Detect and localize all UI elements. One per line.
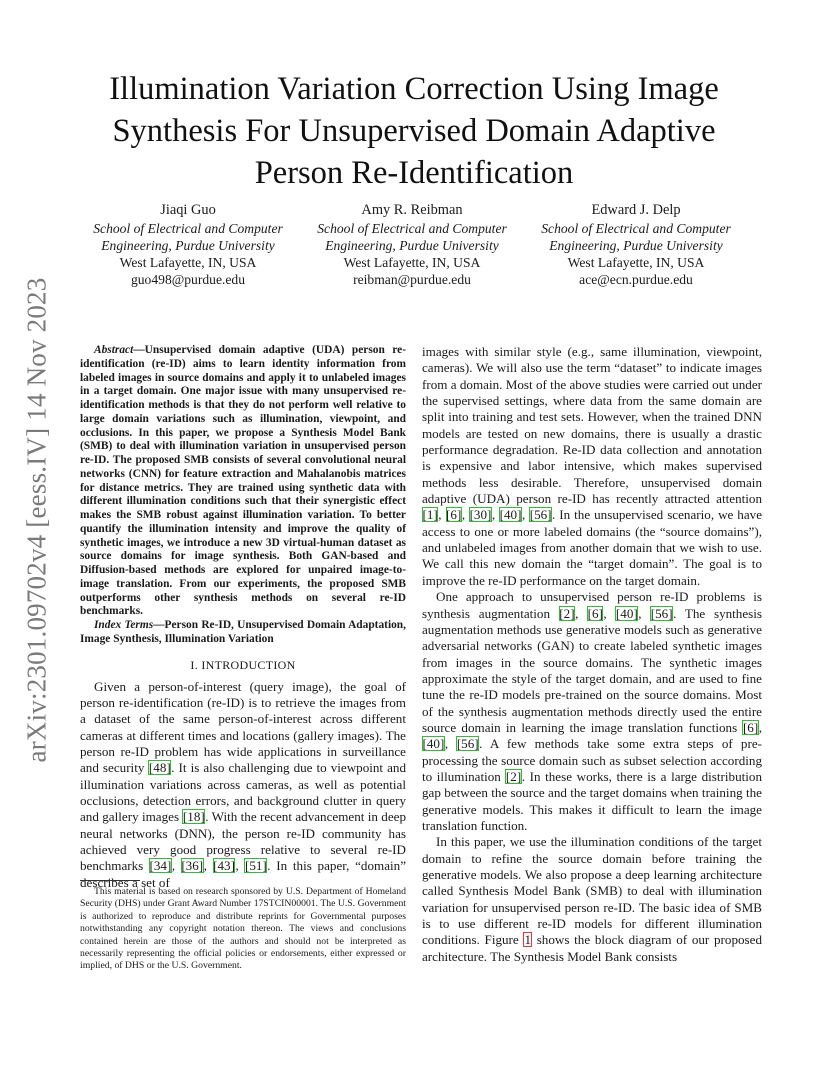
paper-title — [80, 68, 748, 194]
abstract-text: —Unsupervised domain adaptive (UDA) person re-identification (re-ID) aims to learn identity information from labeled images in source domains and apply it to unlabeled images in a target domain. One major issue with many unsupervised re-identification methods is that they do not perform well relative to large domain variations such as illumination, viewpoint, and occlusions. In this paper, we propose a Synthesis Model Bank (SMB) to deal with illumination variation in unsupervised person re-ID. The proposed SMB consists of several convolutional neural networks (CNN) for feature extraction and Mahalanobis matrices for distance metrics. They are trained using synthetic data with different illumination conditions such that their synergistic effect makes the SMB robust against illumination variation. To better quantify the illumination intensity and improve the quality of synthetic images, we introduce a new 3D virtual-human dataset as source domains for image synthesis. Both GAN-based and Diffusion-based methods are explored for unpaired image-to-image translation. From our experiments, the proposed SMB outperforms other synthesis methods on several re-ID benchmarks. — [80, 344, 406, 618]
author-name: Amy R. Reibman — [361, 202, 463, 218]
section-title-rest: NTRODUCTION — [205, 657, 296, 672]
citation-link[interactable]: [30] — [469, 507, 492, 523]
index-terms-label: Index Terms — [94, 619, 154, 631]
body-text: . In this paper, “domain” describes a set of — [80, 858, 407, 890]
arxiv-stamp — [12, 277, 62, 763]
body-text: . A few methods take some extra steps of pre-processing the source domain such as subset selection according to illumination — [422, 736, 762, 784]
body-text: . In these works, there is a large distribution gap between the source and the target domains when training the generative models. This makes it difficult to learn the image translation function. — [422, 768, 762, 833]
citation-link[interactable]: [2] — [505, 768, 522, 784]
citation-link[interactable]: [1] — [422, 507, 438, 523]
citation-link[interactable]: [34] — [149, 858, 172, 874]
footnote-rule — [80, 880, 140, 881]
body-text: . With the recent advancement in deep neural networks (DNN), the person re-ID community has achieved very good progress relative to several re-ID benchmarks — [80, 809, 407, 874]
section-number: I. — [190, 657, 199, 672]
body-text: In this paper, we use the illumination conditions of the target domain to refine the source domain before training the generative models. We also propose a deep learning architecture called Synthesis Model Bank (SMB) to deal with illumination variation for unsupervised person re-ID. The basic idea of SMB is to use different re-ID models for different illumination conditions. Figure — [422, 834, 762, 948]
author-affiliation: School of Electrical and Computer — [93, 221, 283, 236]
citation-link[interactable]: [48] — [148, 760, 171, 776]
title-line: Synthesis For Unsupervised Domain Adaptive — [112, 113, 716, 149]
author-affiliation: Engineering, Purdue University — [549, 238, 723, 253]
citation-link[interactable]: [40] — [499, 507, 522, 523]
citation-link[interactable]: [18] — [182, 809, 205, 825]
index-terms — [80, 619, 406, 647]
figure-reference-link[interactable]: 1 — [524, 932, 531, 948]
body-paragraph: images with similar style (e.g., same illumination, viewpoint, cameras). We will also use the term “dataset” to indicate images from a domain. Most of the above studies were carried out under the supervised settings, where data from the same domain are split into training and test sets. However, when the trained DNN models are tested on new domains, there is usually a drastic performance degradation. Re-ID data collection and annotation is expensive and labor intensive, which makes supervised methods less desirable. Therefore, unsupervised domain adaptive (UDA) person re-ID has recently attracted attention [1], [6], [30], [40], [56]. In the unsupervised scenario, we have access to one or more labeled domains (the “source domains”), and unlabeled images from another domain that we wish to use. We call this new domain the “target domain”. The goal is to improve the re-ID performance on the target domain. — [422, 344, 763, 588]
author-affiliation: School of Electrical and Computer — [317, 221, 507, 236]
citation-link[interactable]: [2] — [559, 605, 575, 621]
body-text: Given a person-of-interest (query image), the goal of person re-identification (re-ID) is to retrieve the images from a dataset of the same person-of-interest across different cameras at different times and locations (gallery images). The person re-ID problem has wide applications in surveillance and security — [80, 678, 406, 776]
footnote — [80, 886, 406, 973]
author-name: Edward J. Delp — [591, 202, 681, 218]
author-block-reibman — [292, 202, 532, 288]
author-affiliation: Engineering, Purdue University — [325, 238, 499, 253]
title-line: Person Re-Identification — [254, 155, 574, 191]
author-affiliation: Engineering, Purdue University — [101, 238, 275, 253]
citation-link[interactable]: [51] — [244, 858, 267, 874]
author-email[interactable]: ace@ecn.purdue.edu — [579, 272, 693, 287]
title-line: Illumination Variation Correction Using Image — [109, 71, 719, 107]
author-email[interactable]: guo498@purdue.edu — [130, 272, 246, 287]
abstract — [80, 344, 406, 619]
body-text: . In the unsupervised scenario, we have access to one or more labeled domains (the “source domains”), and unlabeled images from another domain that we wish to use. We call this new domain the “target domain”. The goal is to improve the re-ID performance on the target domain. — [422, 507, 763, 588]
intro-paragraph: Given a person-of-interest (query image), the goal of person re-identification (re-ID) is to retrieve the images from a dataset of the same person-of-interest across different cameras at different times and locations (gallery images). The person re-ID problem has wide applications in surveillance and security [48]. It is also challenging due to viewpoint and illumination variations across cameras, as well as potential occlusions, detection errors, and background clutter in query and gallery images [18]. With the recent advancement in deep neural networks (DNN), the person re-ID community has achieved very good progress relative to several re-ID benchmarks [34], [36], [43], [51]. In this paper, “domain” describes a set of — [80, 678, 407, 890]
citation-link[interactable]: [56] — [650, 605, 673, 621]
author-location: West Lafayette, IN, USA — [119, 255, 257, 270]
abstract-label: Abstract — [94, 344, 134, 356]
author-block-guo — [68, 202, 308, 288]
author-location: West Lafayette, IN, USA — [343, 255, 481, 270]
citation-link[interactable]: [6] — [587, 605, 603, 621]
section-initial: I — [201, 657, 206, 672]
index-terms-text: —Person Re-ID, Unsupervised Domain Adaptation, Image Synthesis, Illumination Variation — [80, 619, 406, 645]
body-text: shows the block diagram of our proposed architecture. The Synthesis Model Bank consists — [422, 932, 763, 964]
citation-link[interactable]: [6] — [742, 719, 759, 735]
body-paragraph: One approach to unsupervised person re-ID problems is synthesis augmentation [2], [6], [40], [56]. The synthesis augmentation methods use generative models such as generative adversarial networks (GAN) to create labeled synthetic images from images in the source domains. The synthetic images approximate the style of the target domain, and are used to fine tune the re-ID models pre-trained on the source domains. Most of the synthesis augmentation methods directly used the entire source domain in learning the image translation functions [6], [40], [56]. A few methods take some extra steps of pre-processing the source domain such as subset selection according to illumination [2]. In these works, there is a large distribution gap between the source and the target domains when training the generative models. This makes it difficult to learn the image translation function. — [422, 589, 762, 833]
author-location: West Lafayette, IN, USA — [567, 255, 705, 270]
body-text: . The synthesis augmentation methods use generative models such as generative adversarial networks (GAN) to create labeled synthetic images from images in the source domains. The synthetic images approximate the style of the target domain, and are used to fine tune the re-ID models pre-trained on the source domains. Most of the synthesis augmentation methods directly used the entire source domain in learning the image translation functions — [422, 605, 762, 735]
arxiv-identifier[interactable]: arXiv:2301.09702v4 [eess.IV] 14 Nov 2023 — [21, 277, 52, 763]
citation-link[interactable]: [36] — [181, 858, 204, 874]
footnote-text: This material is based on research sponsored by U.S. Department of Homeland Security (DHS) under Grant Award Number 17STCIN00001. The U.S. Government is authorized to reproduce and distribute reprints for Governmental purposes notwithstanding any copyright notation thereon. The views and conclusions contained herein are those of the authors and should not be interpreted as necessarily representing the official policies or endorsements, either expressed or implied, of DHS or the U.S. Government. — [80, 886, 406, 972]
citation-link[interactable]: [6] — [446, 507, 462, 523]
citation-link[interactable]: [43] — [213, 858, 235, 874]
right-column — [422, 344, 762, 965]
author-affiliation: School of Electrical and Computer — [541, 221, 731, 236]
body-text: images with similar style (e.g., same illumination, viewpoint, cameras). We will also use the term “dataset” to indicate images from a domain. Most of the above studies were carried out under the supervised settings, where data from the same domain are split into training and test sets. However, when the trained DNN models are tested on new domains, there is usually a drastic performance degradation. Re-ID data collection and annotation is expensive and labor intensive, which makes supervised methods less desirable. Therefore, unsupervised domain adaptive (UDA) person re-ID has recently attracted attention — [422, 344, 762, 507]
citation-link[interactable]: [40] — [422, 736, 445, 752]
author-name: Jiaqi Guo — [160, 202, 216, 218]
body-paragraph — [422, 834, 762, 965]
author-block-delp — [516, 202, 756, 288]
body-text: One approach to unsupervised person re-ID problems is synthesis augmentation — [422, 589, 762, 621]
section-heading-introduction — [80, 658, 406, 673]
body-text: . It is also challenging due to viewpoint and illumination variations across cameras, as well as potential occlusions, detection errors, and background clutter in query and gallery images — [80, 760, 407, 825]
citation-link[interactable]: [56] — [529, 507, 552, 523]
citation-link[interactable]: [56] — [456, 736, 479, 752]
left-column — [80, 344, 406, 891]
author-email[interactable]: reibman@purdue.edu — [353, 272, 471, 287]
citation-link[interactable]: [40] — [615, 605, 638, 621]
